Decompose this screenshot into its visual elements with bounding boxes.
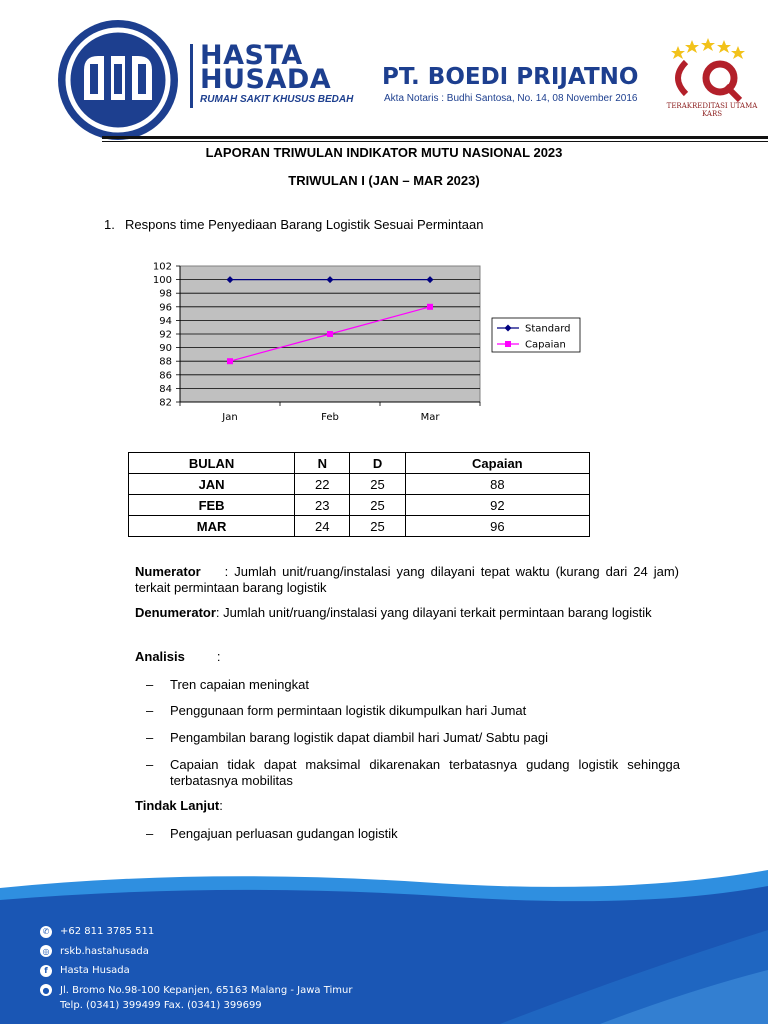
y-tick-label: 82 bbox=[159, 397, 172, 409]
tindak-lanjut-heading bbox=[135, 798, 679, 814]
y-tick-label: 94 bbox=[159, 315, 172, 327]
bullet-dash: – bbox=[146, 826, 154, 841]
column-header: D bbox=[350, 453, 405, 474]
table-row bbox=[129, 495, 590, 516]
table-cell: 88 bbox=[405, 474, 589, 495]
column-header: BULAN bbox=[129, 453, 295, 474]
contact-facebook-text: Hasta Husada bbox=[60, 965, 130, 977]
notary-deed: Akta Notaris : Budhi Santosa, No. 14, 08 November 2016 bbox=[384, 93, 638, 104]
logo-divider bbox=[190, 44, 193, 108]
table-cell: 25 bbox=[350, 474, 405, 495]
table-header-row bbox=[129, 453, 590, 474]
analisis-label: Analisis bbox=[135, 649, 185, 664]
hospital-logo bbox=[56, 18, 180, 142]
contact-address-text: Jl. Bromo No.98-100 Kepanjen, 65163 Malang - Jawa Timur bbox=[60, 984, 353, 996]
numerator-text: : Jumlah unit/ruang/instalasi yang dilayani tepat waktu (kurang dari 24 jam) terkait permintaan barang logistik bbox=[135, 564, 679, 595]
indicator-title: Respons time Penyediaan Barang Logistik Sesuai Permintaan bbox=[125, 217, 484, 232]
contact-phone bbox=[40, 922, 352, 942]
instagram-icon: ◎ bbox=[40, 945, 52, 957]
indicator-number: 1. bbox=[104, 217, 115, 232]
contact-instagram-text: rskb.hastahusada bbox=[60, 945, 149, 957]
x-tick-label: Jan bbox=[222, 412, 238, 423]
tindak-lanjut-colon: : bbox=[219, 798, 223, 813]
company-name: PT. BOEDI PRIJATNO bbox=[382, 64, 639, 90]
y-tick-label: 100 bbox=[152, 275, 172, 287]
table-cell: FEB bbox=[129, 495, 295, 516]
chart-legend bbox=[492, 318, 580, 352]
capaian-line-chart bbox=[134, 256, 594, 428]
x-axis-ticks bbox=[180, 402, 480, 423]
y-tick-label: 90 bbox=[159, 343, 172, 355]
header-rule-thick bbox=[102, 136, 768, 139]
bullet-dash: – bbox=[146, 703, 154, 718]
bullet-dash: – bbox=[146, 730, 154, 745]
analisis-item: Pengambilan barang logistik dapat diambil hari Jumat/ Sabtu pagi bbox=[170, 730, 548, 745]
bullet-dash: – bbox=[146, 677, 154, 692]
column-header: N bbox=[295, 453, 350, 474]
denumerator-label: Denumerator bbox=[135, 605, 216, 620]
hospital-tagline: RUMAH SAKIT KHUSUS BEDAH bbox=[200, 94, 354, 105]
table-cell: 25 bbox=[350, 495, 405, 516]
report-period: TRIWULAN I (JAN – MAR 2023) bbox=[288, 173, 480, 188]
y-tick-label: 98 bbox=[159, 288, 172, 300]
facebook-icon: f bbox=[40, 965, 52, 977]
contact-facebook bbox=[40, 961, 352, 981]
y-tick-label: 102 bbox=[152, 261, 172, 273]
analisis-item: Tren capaian meningkat bbox=[170, 677, 309, 692]
contact-instagram bbox=[40, 942, 352, 962]
letterhead bbox=[0, 0, 768, 138]
footer-contacts bbox=[40, 922, 352, 1016]
contact-telp bbox=[60, 996, 352, 1016]
analisis-item: Penggunaan form permintaan logistik dikumpulkan hari Jumat bbox=[170, 703, 527, 718]
y-tick-label: 84 bbox=[159, 383, 172, 395]
legend-marker bbox=[505, 341, 511, 347]
table-cell: 92 bbox=[405, 495, 589, 516]
location-pin-icon: ● bbox=[40, 984, 52, 996]
table-cell: 25 bbox=[350, 516, 405, 537]
header-rule-thin bbox=[102, 141, 768, 142]
table-cell: MAR bbox=[129, 516, 295, 537]
column-header: Capaian bbox=[405, 453, 589, 474]
indicator-heading bbox=[104, 217, 483, 232]
legend-label: Capaian bbox=[525, 339, 566, 351]
contact-telp-text: Telp. (0341) 399499 Fax. (0341) 399699 bbox=[60, 1000, 262, 1012]
data-point bbox=[427, 304, 433, 310]
list-item bbox=[146, 703, 680, 719]
whatsapp-icon: ✆ bbox=[40, 926, 52, 938]
table-cell: 23 bbox=[295, 495, 350, 516]
legend-label: Standard bbox=[525, 323, 571, 335]
y-tick-label: 92 bbox=[159, 329, 172, 341]
x-tick-label: Feb bbox=[321, 412, 339, 423]
analisis-heading bbox=[135, 649, 679, 665]
kars-label: TERAKREDITASI UTAMA KARS bbox=[666, 102, 758, 118]
data-point bbox=[327, 331, 333, 337]
table-cell: 24 bbox=[295, 516, 350, 537]
denumerator-paragraph bbox=[135, 605, 679, 621]
table-row bbox=[129, 516, 590, 537]
table-cell: 96 bbox=[405, 516, 589, 537]
hospital-name bbox=[200, 40, 354, 105]
contact-phone-text: +62 811 3785 511 bbox=[60, 926, 155, 938]
list-item bbox=[146, 826, 680, 842]
numerator-label: Numerator bbox=[135, 564, 201, 579]
report-title: LAPORAN TRIWULAN INDIKATOR MUTU NASIONAL 2023 bbox=[205, 145, 563, 160]
y-tick-label: 88 bbox=[159, 356, 172, 368]
y-tick-label: 86 bbox=[159, 370, 172, 382]
kars-accreditation-badge bbox=[656, 38, 768, 122]
table-cell: 22 bbox=[295, 474, 350, 495]
y-tick-label: 96 bbox=[159, 302, 172, 314]
list-item bbox=[146, 757, 680, 789]
analisis-colon: : bbox=[216, 649, 221, 664]
tindak-lanjut-item: Pengajuan perluasan gudangan logistik bbox=[170, 826, 398, 841]
denumerator-text: : Jumlah unit/ruang/instalasi yang dilayani terkait permintaan barang logistik bbox=[215, 605, 652, 620]
bullet-dash: – bbox=[146, 757, 154, 772]
table-cell: JAN bbox=[129, 474, 295, 495]
x-tick-label: Mar bbox=[420, 412, 440, 423]
kars-logo-icon bbox=[656, 38, 768, 104]
capaian-table bbox=[128, 452, 590, 537]
hospital-name-line1: HASTA bbox=[200, 40, 303, 71]
list-item bbox=[146, 677, 680, 693]
analisis-item: Capaian tidak dapat maksimal dikarenakan terbatasnya gudang logistik sehingga terbatasnya mobilitas bbox=[170, 757, 680, 788]
tindak-lanjut-label: Tindak Lanjut bbox=[135, 798, 220, 813]
hospital-name-line2: HUSADA bbox=[200, 64, 332, 95]
data-point bbox=[227, 358, 233, 364]
list-item bbox=[146, 730, 680, 746]
table-row bbox=[129, 474, 590, 495]
numerator-paragraph bbox=[135, 564, 679, 596]
